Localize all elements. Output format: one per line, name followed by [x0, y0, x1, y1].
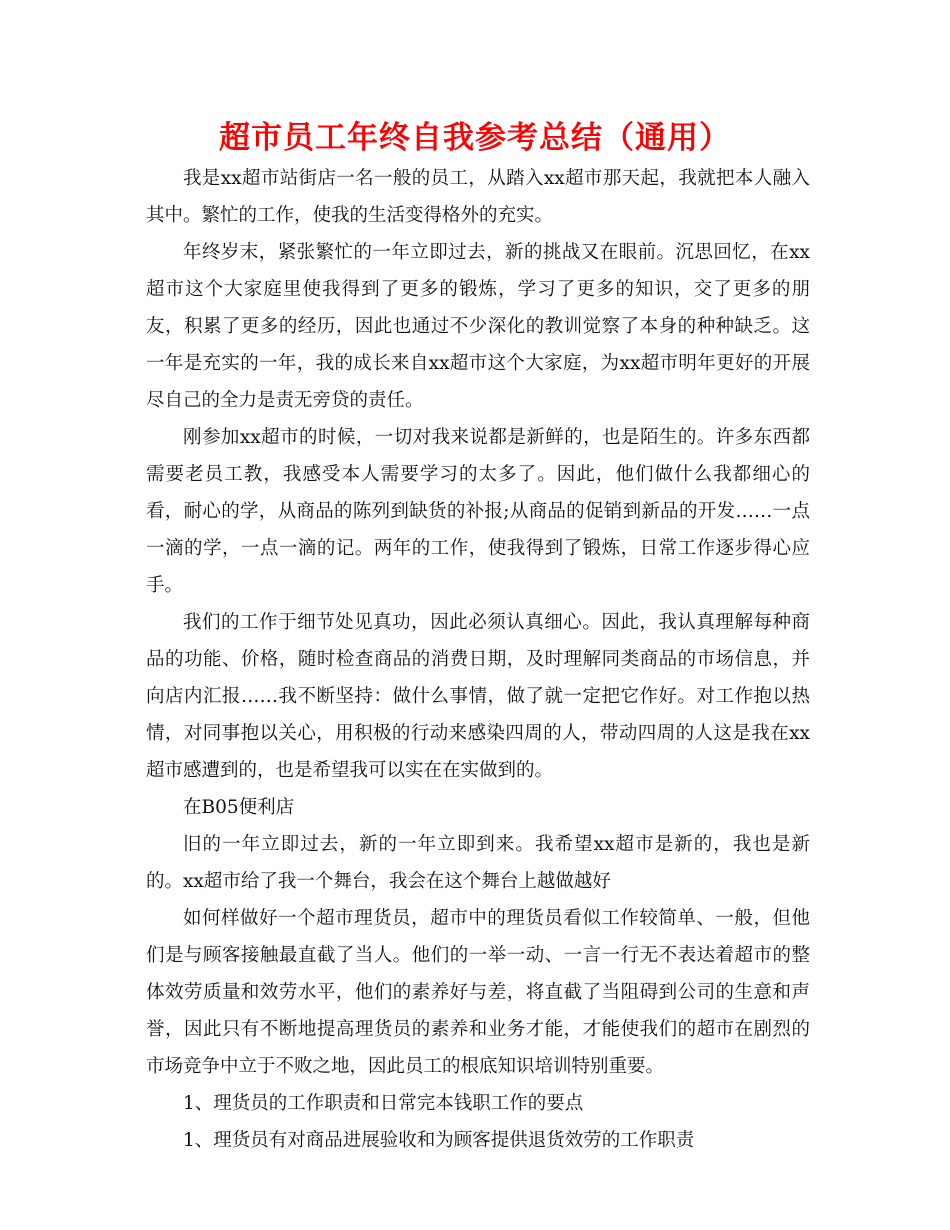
paragraph: 刚参加xx超市的时候，一切对我来说都是新鲜的，也是陌生的。许多东西都需要老员工教，我感受本人需要学习的太多了。因此，他们做什么我都细心的看，耐心的学，从商品的陈列到缺货的补报;从商品的促销到新品的开发……一点一滴的学，一点一滴的记。两年的工作，使我得到了锻炼，日常工作逐步得心应手。: [146, 427, 810, 596]
list-heading: 1、理货员的工作职责和日常完本钱职工作的要点: [183, 1093, 584, 1114]
paragraph: 我是xx超市站街店一名一般的员工，从踏入xx超市那天起，我就把本人融入其中。繁忙的工作，使我的生活变得格外的充实。: [146, 168, 810, 226]
paragraph: 我们的工作于细节处见真功，因此必须认真细心。因此，我认真理解每种商品的功能、价格，随时检查商品的消费日期，及时理解同类商品的市场信息，并向店内汇报……我不断坚持：做什么事情，做了就一定把它作好。对工作抱以热情，对同事抱以关心，用积极的行动来感染四周的人，带动四周的人这是我在xx超市感遭到的，也是希望我可以实在在实做到的。: [146, 612, 810, 781]
list-item: 1、理货员有对商品进展验收和为顾客提供退货效劳的工作职责: [183, 1130, 695, 1151]
document-title: 超市员工年终自我参考总结（通用）: [219, 120, 731, 156]
paragraph: 在B05便利店: [183, 797, 295, 818]
paragraph: 如何样做好一个超市理货员，超市中的理货员看似工作较简单、一般，但他们是与顾客接触最直截了当人。他们的一举一动、一言一行无不表达着超市的整体效劳质量和效劳水平，他们的素养好与差，将直截了当阻碍到公司的生意和声誉，因此只有不断地提高理货员的素养和业务才能，才能使我们的超市在剧烈的市场竞争中立于不败之地，因此员工的根底知识培训特别重要。: [146, 908, 810, 1077]
document-body: [146, 160, 810, 1159]
paragraph: 旧的一年立即过去，新的一年立即到来。我希望xx超市是新的，我也是新的。xx超市给了我一个舞台，我会在这个舞台上越做越好: [146, 834, 810, 892]
paragraph: 年终岁末，紧张繁忙的一年立即过去，新的挑战又在眼前。沉思回忆，在xx超市这个大家庭里使我得到了更多的锻炼，学习了更多的知识，交了更多的朋友，积累了更多的经历，因此也通过不少深化的教训觉察了本身的种种缺乏。这一年是充实的一年，我的成长来自xx超市这个大家庭，为xx超市明年更好的开展尽自己的全力是责无旁贷的责任。: [146, 242, 810, 411]
